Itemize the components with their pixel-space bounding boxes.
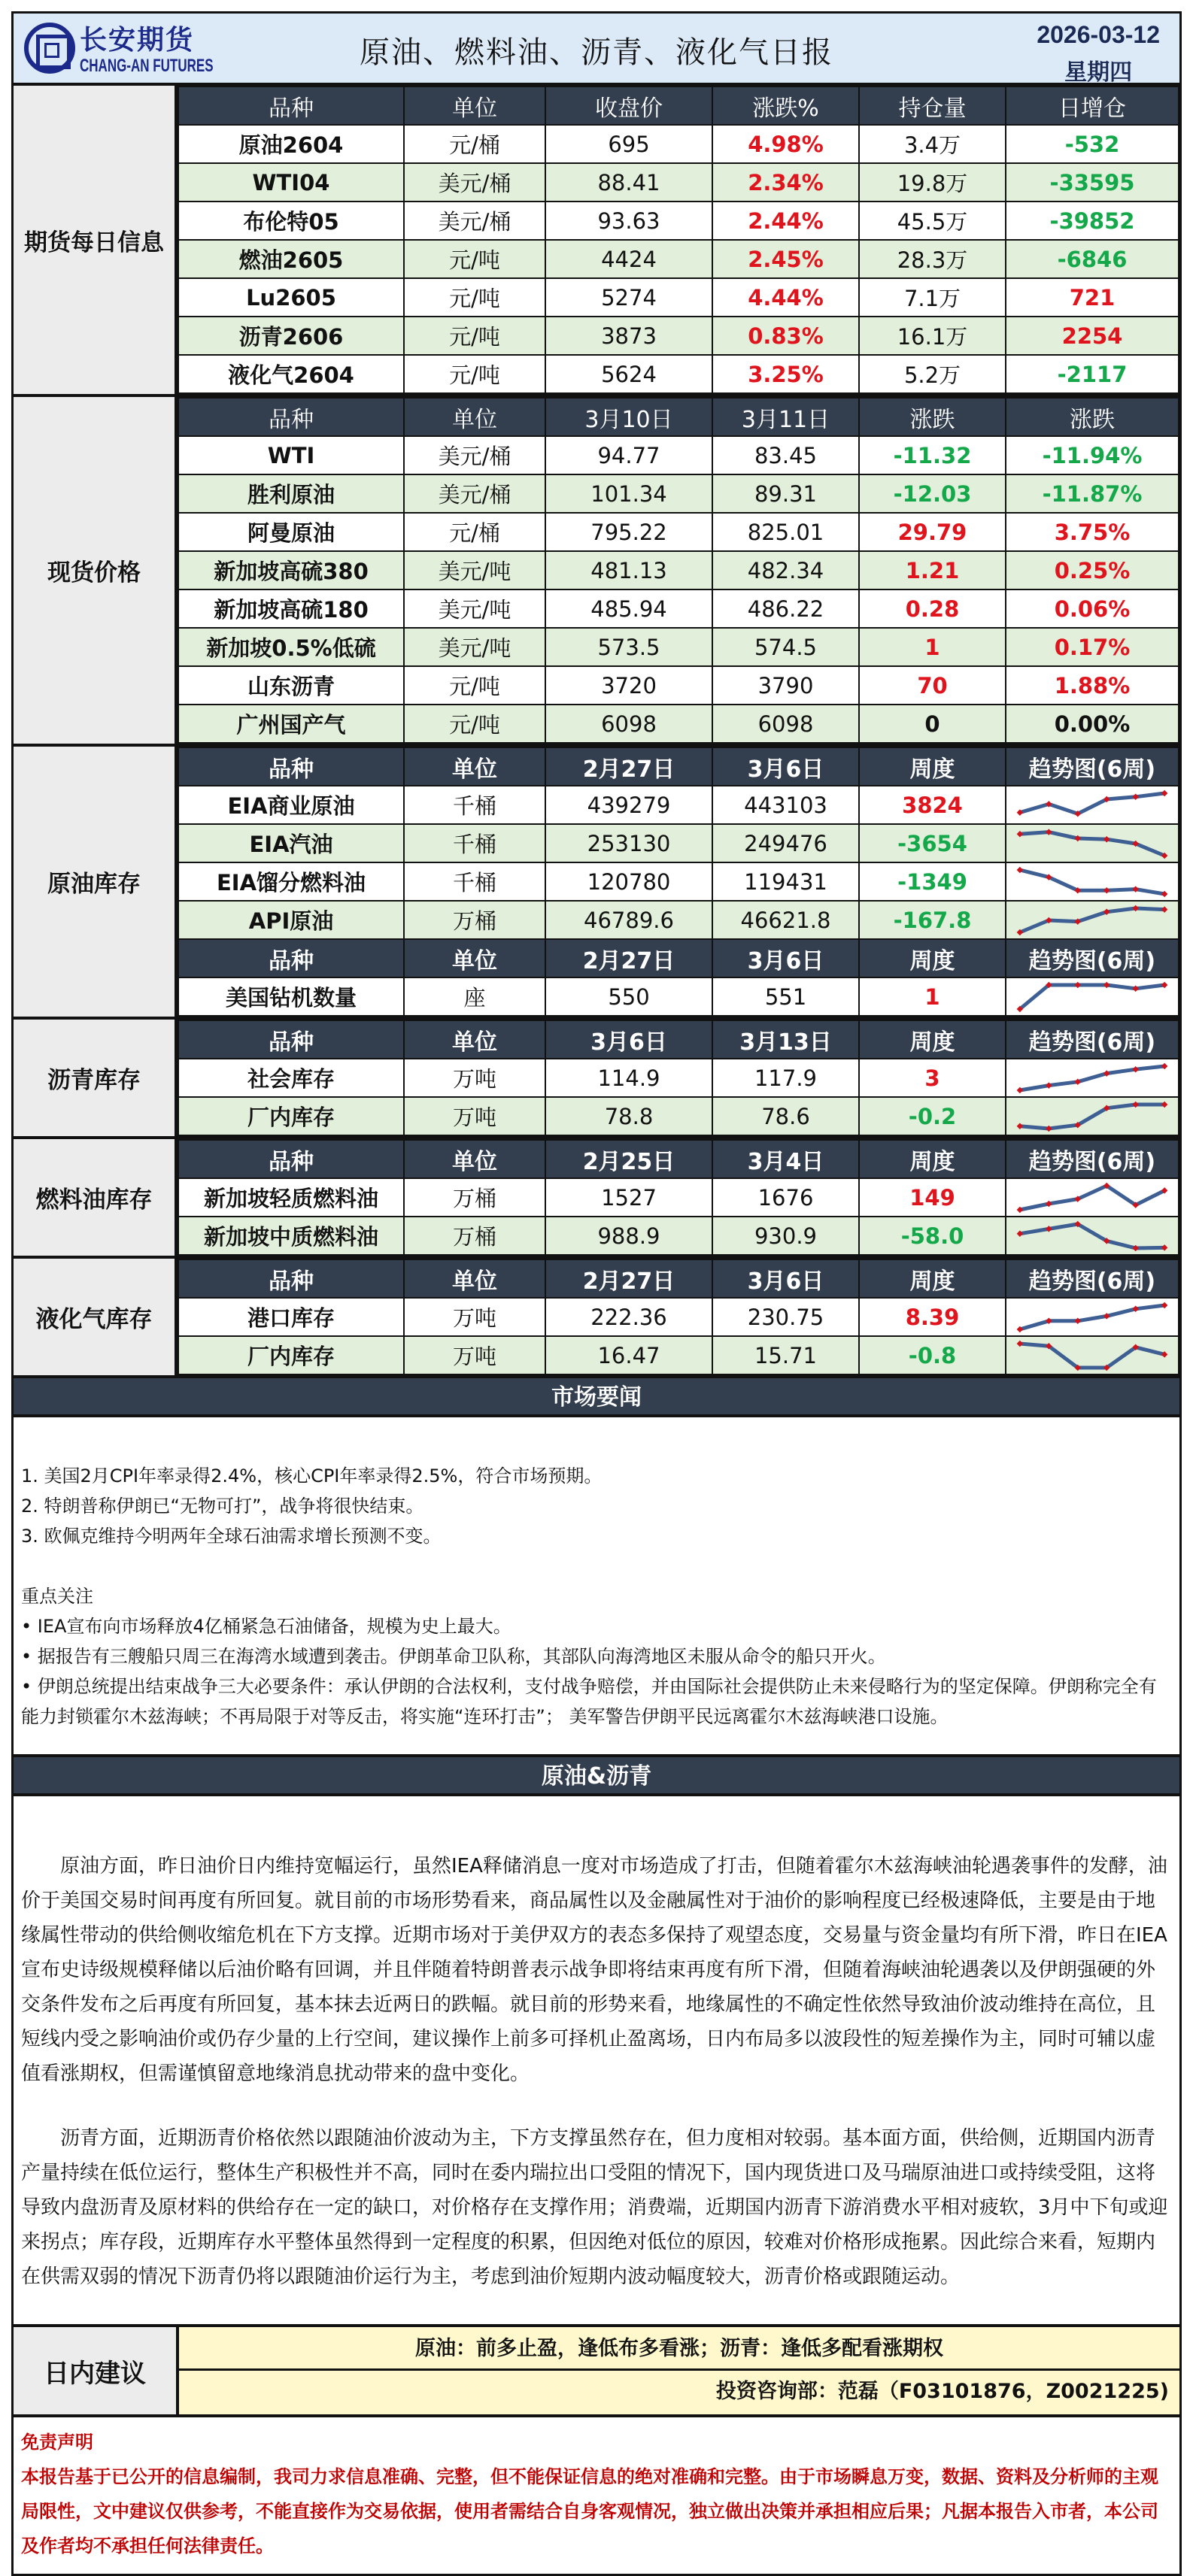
daily-oi-change: -6846 bbox=[1006, 240, 1179, 278]
trend-chart bbox=[1006, 824, 1179, 862]
price-day1: 795.22 bbox=[545, 513, 712, 551]
weekly-change: -58.0 bbox=[859, 1217, 1006, 1255]
column-header: 涨跌 bbox=[859, 398, 1006, 436]
weekly-change: -3654 bbox=[859, 824, 1006, 862]
logo-english-name: CHANG-AN FUTURES bbox=[80, 56, 214, 76]
instrument-name: 新加坡高硫180 bbox=[178, 589, 404, 628]
unit: 元/吨 bbox=[404, 240, 545, 278]
section-label: 期货每日信息 bbox=[14, 86, 178, 394]
fueloil-inventory-table bbox=[178, 1139, 1179, 1256]
spot-table bbox=[178, 397, 1179, 744]
inventory-name: 新加坡轻质燃料油 bbox=[178, 1178, 404, 1217]
column-header: 单位 bbox=[404, 86, 545, 125]
table-row bbox=[178, 125, 1179, 163]
price-day1: 6098 bbox=[545, 705, 712, 743]
unit: 万吨 bbox=[404, 1059, 545, 1097]
instrument-name: 阿曼原油 bbox=[178, 513, 404, 551]
daily-oi-change: -2117 bbox=[1006, 355, 1179, 393]
disclaimer-title: 免责声明 bbox=[21, 2432, 93, 2453]
change: 29.79 bbox=[859, 513, 1006, 551]
futures-section bbox=[14, 86, 1179, 397]
table-header-row bbox=[178, 1020, 1179, 1059]
value-prev: 222.36 bbox=[545, 1298, 712, 1336]
table-row bbox=[178, 1298, 1179, 1336]
instrument-name: 山东沥青 bbox=[178, 666, 404, 705]
trend-sparkline-icon bbox=[1006, 864, 1178, 900]
price-day1: 573.5 bbox=[545, 628, 712, 666]
price-day2: 89.31 bbox=[712, 474, 859, 513]
unit: 美元/桶 bbox=[404, 474, 545, 513]
unit: 美元/桶 bbox=[404, 202, 545, 240]
column-header: 2月27日 bbox=[545, 939, 712, 977]
focus-title: 重点关注 bbox=[21, 1586, 93, 1607]
inventory-name: EIA汽油 bbox=[178, 824, 404, 862]
table-row bbox=[178, 551, 1179, 589]
table-row bbox=[178, 1059, 1179, 1097]
table-row bbox=[178, 901, 1179, 939]
table-header-row bbox=[178, 1140, 1179, 1178]
change-percent: -11.94% bbox=[1006, 436, 1179, 474]
column-header: 品种 bbox=[178, 398, 404, 436]
open-interest: 45.5万 bbox=[859, 202, 1006, 240]
crude-inventory-table bbox=[178, 747, 1179, 1017]
trend-sparkline-icon bbox=[1006, 1338, 1178, 1374]
table-row bbox=[178, 666, 1179, 705]
change: 1.21 bbox=[859, 551, 1006, 589]
column-header: 品种 bbox=[178, 1020, 404, 1059]
change-percent: 0.17% bbox=[1006, 628, 1179, 666]
table-row bbox=[178, 163, 1179, 202]
section-label: 液化气库存 bbox=[14, 1259, 178, 1375]
column-header: 单位 bbox=[404, 398, 545, 436]
value-latest: 930.9 bbox=[712, 1217, 859, 1255]
column-header: 单位 bbox=[404, 1140, 545, 1178]
price-day2: 482.34 bbox=[712, 551, 859, 589]
trend-chart bbox=[1006, 1097, 1179, 1135]
instrument-name: 液化气2604 bbox=[178, 355, 404, 393]
value-prev: 46789.6 bbox=[545, 901, 712, 939]
value-latest: 551 bbox=[712, 977, 859, 1016]
trend-chart bbox=[1006, 1178, 1179, 1217]
inventory-name: 社会库存 bbox=[178, 1059, 404, 1097]
trend-sparkline-icon bbox=[1006, 1218, 1178, 1254]
asphalt-inventory-table bbox=[178, 1020, 1179, 1136]
column-header: 3月10日 bbox=[545, 398, 712, 436]
table-row bbox=[178, 862, 1179, 901]
column-header: 品种 bbox=[178, 1140, 404, 1178]
daily-oi-change: -532 bbox=[1006, 125, 1179, 163]
report-date-box bbox=[1037, 21, 1160, 86]
unit: 万桶 bbox=[404, 1217, 545, 1255]
change: -12.03 bbox=[859, 474, 1006, 513]
price-day2: 486.22 bbox=[712, 589, 859, 628]
market-news-body bbox=[14, 1417, 1179, 1757]
news-item: 2. 特朗普称伊朗已“无物可打”，战争将很快结束。 bbox=[21, 1496, 424, 1517]
analysis-paragraph-asphalt: 沥青方面，近期沥青价格依然以跟随油价波动为主，下方支撑虽然存在，但力度相对较弱。基本面方面，供给侧，近期国内沥青产量持续在低位运行，整体生产积极性并不高，同时在委内瑞拉出口受阻的情况下，国内现货进口及马瑞原油进口或持续受阻，这将导致内盘沥青及原材料的供给存在一定的缺口，对价格存在支撑作用；消费端，近期国内沥青下游消费水平相对疲软，3月中下旬或迎来拐点；库存段，近期库存水平整体虽然得到一定程度的积累，但因绝对低位的原因，较难对价格形成拖累。因此综合来看，短期内在供需双弱的情况下沥青仍将以跟随油价运行为主，考虑到油价短期内波动幅度较大，沥青价格或跟随运动。 bbox=[21, 2127, 1168, 2288]
trend-chart bbox=[1006, 862, 1179, 901]
value-latest: 119431 bbox=[712, 862, 859, 901]
fueloil-inventory-section bbox=[14, 1139, 1179, 1259]
table-row bbox=[178, 1217, 1179, 1255]
table-row bbox=[178, 786, 1179, 824]
lpg-inventory-table bbox=[178, 1259, 1179, 1375]
news-item: 1. 美国2月CPI年率录得2.4%，核心CPI年率录得2.5%，符合市场预期。 bbox=[21, 1465, 603, 1487]
column-header: 周度 bbox=[859, 1140, 1006, 1178]
table-row bbox=[178, 977, 1179, 1016]
change-percent: 0.00% bbox=[1006, 705, 1179, 743]
instrument-name: 胜利原油 bbox=[178, 474, 404, 513]
trend-chart bbox=[1006, 1059, 1179, 1097]
price-day2: 83.45 bbox=[712, 436, 859, 474]
inventory-name: 新加坡中质燃料油 bbox=[178, 1217, 404, 1255]
disclaimer bbox=[14, 2417, 1179, 2574]
section-label: 原油库存 bbox=[14, 747, 178, 1017]
column-header: 周度 bbox=[859, 939, 1006, 977]
value-prev: 1527 bbox=[545, 1178, 712, 1217]
unit: 美元/吨 bbox=[404, 589, 545, 628]
report-header bbox=[14, 14, 1179, 86]
unit: 万桶 bbox=[404, 901, 545, 939]
open-interest: 7.1万 bbox=[859, 278, 1006, 317]
change-percent: 4.44% bbox=[712, 278, 859, 317]
value-latest: 1676 bbox=[712, 1178, 859, 1217]
instrument-name: 布伦特05 bbox=[178, 202, 404, 240]
weekly-change: -0.2 bbox=[859, 1097, 1006, 1135]
value-prev: 120780 bbox=[545, 862, 712, 901]
close-price: 88.41 bbox=[545, 163, 712, 202]
focus-item: • 据报告有三艘船只周三在海湾水域遭到袭击。伊朗革命卫队称，其部队向海湾地区未服从命令的船只开火。 bbox=[21, 1646, 886, 1667]
advice-text: 原油：前多止盈，逢低布多看涨；沥青：逢低多配看涨期权 bbox=[179, 2327, 1179, 2371]
table-header-row bbox=[178, 86, 1179, 125]
value-prev: 16.47 bbox=[545, 1336, 712, 1374]
price-day1: 3720 bbox=[545, 666, 712, 705]
instrument-name: 原油2604 bbox=[178, 125, 404, 163]
table-row bbox=[178, 355, 1179, 393]
table-row bbox=[178, 202, 1179, 240]
table-row bbox=[178, 824, 1179, 862]
table-header-row bbox=[178, 1259, 1179, 1298]
crude-inventory-section bbox=[14, 747, 1179, 1020]
column-header: 单位 bbox=[404, 1259, 545, 1298]
focus-item: • IEA宣布向市场释放4亿桶紧急石油储备，规模为史上最大。 bbox=[21, 1616, 512, 1637]
change-percent: 0.83% bbox=[712, 317, 859, 355]
unit: 美元/吨 bbox=[404, 628, 545, 666]
value-latest: 46621.8 bbox=[712, 901, 859, 939]
section-label: 现货价格 bbox=[14, 397, 178, 744]
value-prev: 550 bbox=[545, 977, 712, 1016]
table-row bbox=[178, 589, 1179, 628]
daily-oi-change: 721 bbox=[1006, 278, 1179, 317]
open-interest: 3.4万 bbox=[859, 125, 1006, 163]
analysis-body bbox=[14, 1796, 1179, 2327]
column-header: 周度 bbox=[859, 747, 1006, 786]
unit: 元/吨 bbox=[404, 705, 545, 743]
disclaimer-text: 本报告基于已公开的信息编制，我司力求信息准确、完整，但不能保证信息的绝对准确和完整。由于市场瞬息万变，数据、资料及分析师的主观局限性，文中建议仅供参考，不能直接作为交易依据，使用者需结合自身客观情况，独立做出决策并承担相应后果；凡据本报告入市者，本公司及作者均不承担任何法律责任。 bbox=[21, 2466, 1158, 2556]
change-percent: 3.75% bbox=[1006, 513, 1179, 551]
column-header: 单位 bbox=[404, 939, 545, 977]
section-label: 燃料油库存 bbox=[14, 1139, 178, 1256]
unit: 元/桶 bbox=[404, 125, 545, 163]
column-header: 趋势图(6周) bbox=[1006, 1020, 1179, 1059]
table-row bbox=[178, 513, 1179, 551]
table-row bbox=[178, 474, 1179, 513]
section-label: 日内建议 bbox=[14, 2327, 179, 2414]
spot-section bbox=[14, 397, 1179, 747]
open-interest: 5.2万 bbox=[859, 355, 1006, 393]
column-header: 3月6日 bbox=[712, 939, 859, 977]
inventory-name: 厂内库存 bbox=[178, 1097, 404, 1135]
column-header: 趋势图(6周) bbox=[1006, 747, 1179, 786]
change-percent: 2.44% bbox=[712, 202, 859, 240]
analysis-header: 原油&沥青 bbox=[14, 1757, 1179, 1796]
table-row bbox=[178, 705, 1179, 743]
change-percent: 2.34% bbox=[712, 163, 859, 202]
trend-sparkline-icon bbox=[1006, 979, 1178, 1015]
table-row bbox=[178, 278, 1179, 317]
column-header: 3月6日 bbox=[712, 747, 859, 786]
section-label: 沥青库存 bbox=[14, 1020, 178, 1136]
column-header: 品种 bbox=[178, 86, 404, 125]
trend-chart bbox=[1006, 786, 1179, 824]
unit: 座 bbox=[404, 977, 545, 1016]
unit: 千桶 bbox=[404, 862, 545, 901]
column-header: 趋势图(6周) bbox=[1006, 1140, 1179, 1178]
weekly-change: 149 bbox=[859, 1178, 1006, 1217]
column-header: 趋势图(6周) bbox=[1006, 1259, 1179, 1298]
analyst-credit: 投资咨询部：范磊（F03101876，Z0021225) bbox=[715, 2380, 1169, 2403]
column-header: 收盘价 bbox=[545, 86, 712, 125]
price-day2: 574.5 bbox=[712, 628, 859, 666]
unit: 千桶 bbox=[404, 786, 545, 824]
daily-oi-change: 2254 bbox=[1006, 317, 1179, 355]
trend-chart bbox=[1006, 1336, 1179, 1374]
lpg-inventory-section bbox=[14, 1259, 1179, 1378]
weekly-change: 8.39 bbox=[859, 1298, 1006, 1336]
change-percent: 3.25% bbox=[712, 355, 859, 393]
news-item: 3. 欧佩克维持今明两年全球石油需求增长预测不变。 bbox=[21, 1526, 442, 1547]
close-price: 5624 bbox=[545, 355, 712, 393]
trend-sparkline-icon bbox=[1006, 1180, 1178, 1216]
change-percent: 0.25% bbox=[1006, 551, 1179, 589]
logo-chinese-name: 长安期货 bbox=[80, 25, 195, 56]
change: 0 bbox=[859, 705, 1006, 743]
intraday-advice bbox=[14, 2327, 1179, 2417]
column-header: 单位 bbox=[404, 1020, 545, 1059]
column-header: 3月6日 bbox=[545, 1020, 712, 1059]
column-header: 涨跌 bbox=[1006, 398, 1179, 436]
value-latest: 249476 bbox=[712, 824, 859, 862]
unit: 美元/桶 bbox=[404, 436, 545, 474]
change-percent: 0.06% bbox=[1006, 589, 1179, 628]
change-percent: 1.88% bbox=[1006, 666, 1179, 705]
instrument-name: 新加坡高硫380 bbox=[178, 551, 404, 589]
trend-chart bbox=[1006, 901, 1179, 939]
column-header: 周度 bbox=[859, 1259, 1006, 1298]
price-day1: 485.94 bbox=[545, 589, 712, 628]
unit: 元/吨 bbox=[404, 666, 545, 705]
close-price: 4424 bbox=[545, 240, 712, 278]
weekly-change: -167.8 bbox=[859, 901, 1006, 939]
price-day1: 94.77 bbox=[545, 436, 712, 474]
inventory-name: API原油 bbox=[178, 901, 404, 939]
open-interest: 19.8万 bbox=[859, 163, 1006, 202]
value-prev: 439279 bbox=[545, 786, 712, 824]
column-header: 3月4日 bbox=[712, 1140, 859, 1178]
weekly-change: 3 bbox=[859, 1059, 1006, 1097]
table-row bbox=[178, 317, 1179, 355]
column-header: 2月27日 bbox=[545, 1259, 712, 1298]
table-row bbox=[178, 436, 1179, 474]
weekly-change: 3824 bbox=[859, 786, 1006, 824]
column-header: 趋势图(6周) bbox=[1006, 939, 1179, 977]
unit: 万桶 bbox=[404, 1178, 545, 1217]
inventory-name: 厂内库存 bbox=[178, 1336, 404, 1374]
unit: 元/吨 bbox=[404, 355, 545, 393]
column-header: 品种 bbox=[178, 939, 404, 977]
instrument-name: Lu2605 bbox=[178, 278, 404, 317]
inventory-name: EIA馏分燃料油 bbox=[178, 862, 404, 901]
instrument-name: 广州国产气 bbox=[178, 705, 404, 743]
unit: 万吨 bbox=[404, 1097, 545, 1135]
weekly-change: 1 bbox=[859, 977, 1006, 1016]
report-date: 2026-03-12 bbox=[1037, 21, 1160, 48]
instrument-name: WTI04 bbox=[178, 163, 404, 202]
table-header-row bbox=[178, 939, 1179, 977]
trend-sparkline-icon bbox=[1006, 826, 1178, 862]
value-latest: 117.9 bbox=[712, 1059, 859, 1097]
unit: 美元/吨 bbox=[404, 551, 545, 589]
value-latest: 230.75 bbox=[712, 1298, 859, 1336]
trend-chart bbox=[1006, 1298, 1179, 1336]
price-day2: 6098 bbox=[712, 705, 859, 743]
value-latest: 15.71 bbox=[712, 1336, 859, 1374]
instrument-name: 沥青2606 bbox=[178, 317, 404, 355]
value-prev: 78.8 bbox=[545, 1097, 712, 1135]
weekly-change: -0.8 bbox=[859, 1336, 1006, 1374]
close-price: 695 bbox=[545, 125, 712, 163]
price-day2: 3790 bbox=[712, 666, 859, 705]
price-day2: 825.01 bbox=[712, 513, 859, 551]
table-row bbox=[178, 1336, 1179, 1374]
table-header-row bbox=[178, 747, 1179, 786]
change: 0.28 bbox=[859, 589, 1006, 628]
report-title: 原油、燃料油、沥青、液化气日报 bbox=[360, 35, 833, 70]
value-prev: 114.9 bbox=[545, 1059, 712, 1097]
change-percent: 2.45% bbox=[712, 240, 859, 278]
price-day1: 481.13 bbox=[545, 551, 712, 589]
column-header: 周度 bbox=[859, 1020, 1006, 1059]
inventory-name: 美国钻机数量 bbox=[178, 977, 404, 1016]
close-price: 3873 bbox=[545, 317, 712, 355]
unit: 千桶 bbox=[404, 824, 545, 862]
column-header: 日增仓 bbox=[1006, 86, 1179, 125]
unit: 万吨 bbox=[404, 1298, 545, 1336]
futures-table bbox=[178, 86, 1179, 394]
unit: 元/吨 bbox=[404, 317, 545, 355]
open-interest: 16.1万 bbox=[859, 317, 1006, 355]
value-latest: 78.6 bbox=[712, 1097, 859, 1135]
change: 1 bbox=[859, 628, 1006, 666]
trend-sparkline-icon bbox=[1006, 1099, 1178, 1135]
change-percent: -11.87% bbox=[1006, 474, 1179, 513]
table-row bbox=[178, 240, 1179, 278]
close-price: 5274 bbox=[545, 278, 712, 317]
instrument-name: WTI bbox=[178, 436, 404, 474]
daily-oi-change: -39852 bbox=[1006, 202, 1179, 240]
trend-sparkline-icon bbox=[1006, 1060, 1178, 1096]
change: -11.32 bbox=[859, 436, 1006, 474]
open-interest: 28.3万 bbox=[859, 240, 1006, 278]
analysis-paragraph-crude: 原油方面，昨日油价日内维持宽幅运行，虽然IEA释储消息一度对市场造成了打击，但随着霍尔木兹海峡油轮遇袭事件的发酵，油价于美国交易时间再度有所回复。就目前的市场形势看来，商品属性以及金融属性对于油价的影响程度已经极速降低，主要是由于地缘属性带动的供给侧收缩危机在下方支撑。近期市场对于美伊双方的表态多保持了观望态度，交易量与资金量均有所下滑，昨日在IEA宣布史诗级规模释储以后油价略有回调，并且伴随着特朗普表示战争即将结束再度有所下滑，但随着海峡油轮遇袭以及伊朗强硬的外交条件发布之后再度有所回复，基本抹去近两日的跌幅。就目前的形势来看，地缘属性的不确定性依然导致油价波动维持在高位，且短线内受之影响油价或仍存少量的上行空间，建议操作上前多可择机止盈离场，日内布局多以波段性的短差操作为主，同时可辅以虚值看涨期权，但需谨慎留意地缘消息扰动带来的盘中变化。 bbox=[21, 1855, 1167, 2085]
value-prev: 988.9 bbox=[545, 1217, 712, 1255]
report-weekday: 星期四 bbox=[1064, 59, 1133, 86]
unit: 元/吨 bbox=[404, 278, 545, 317]
value-latest: 443103 bbox=[712, 786, 859, 824]
column-header: 3月13日 bbox=[712, 1020, 859, 1059]
inventory-name: 港口库存 bbox=[178, 1298, 404, 1336]
trend-chart bbox=[1006, 1217, 1179, 1255]
value-prev: 253130 bbox=[545, 824, 712, 862]
column-header: 单位 bbox=[404, 747, 545, 786]
column-header: 3月6日 bbox=[712, 1259, 859, 1298]
focus-item: • 伊朗总统提出结束战争三大必要条件：承认伊朗的合法权利，支付战争赔偿，并由国际社会提供防止未来侵略行为的坚定保障。伊朗称完全有能力封锁霍尔木兹海峡；不再局限于对等反击，将实施“连环打击”； 美军警告伊朗平民远离霍尔木兹海峡港口设施。 bbox=[21, 1676, 1157, 1727]
weekly-change: -1349 bbox=[859, 862, 1006, 901]
daily-report bbox=[11, 11, 1182, 2576]
column-header: 3月11日 bbox=[712, 398, 859, 436]
column-header: 持仓量 bbox=[859, 86, 1006, 125]
column-header: 品种 bbox=[178, 1259, 404, 1298]
market-news-header: 市场要闻 bbox=[14, 1378, 1179, 1417]
unit: 元/桶 bbox=[404, 513, 545, 551]
column-header: 2月27日 bbox=[545, 747, 712, 786]
column-header: 2月25日 bbox=[545, 1140, 712, 1178]
trend-sparkline-icon bbox=[1006, 1299, 1178, 1335]
table-header-row bbox=[178, 398, 1179, 436]
table-row bbox=[178, 1097, 1179, 1135]
close-price: 93.63 bbox=[545, 202, 712, 240]
instrument-name: 新加坡0.5%低硫 bbox=[178, 628, 404, 666]
trend-sparkline-icon bbox=[1006, 787, 1178, 823]
column-header: 涨跌% bbox=[712, 86, 859, 125]
asphalt-inventory-section bbox=[14, 1020, 1179, 1139]
trend-chart bbox=[1006, 977, 1179, 1016]
table-row bbox=[178, 628, 1179, 666]
price-day1: 101.34 bbox=[545, 474, 712, 513]
inventory-name: EIA商业原油 bbox=[178, 786, 404, 824]
change-percent: 4.98% bbox=[712, 125, 859, 163]
column-header: 品种 bbox=[178, 747, 404, 786]
change: 70 bbox=[859, 666, 1006, 705]
daily-oi-change: -33595 bbox=[1006, 163, 1179, 202]
unit: 美元/桶 bbox=[404, 163, 545, 202]
trend-sparkline-icon bbox=[1006, 902, 1178, 938]
table-row bbox=[178, 1178, 1179, 1217]
unit: 万吨 bbox=[404, 1336, 545, 1374]
instrument-name: 燃油2605 bbox=[178, 240, 404, 278]
